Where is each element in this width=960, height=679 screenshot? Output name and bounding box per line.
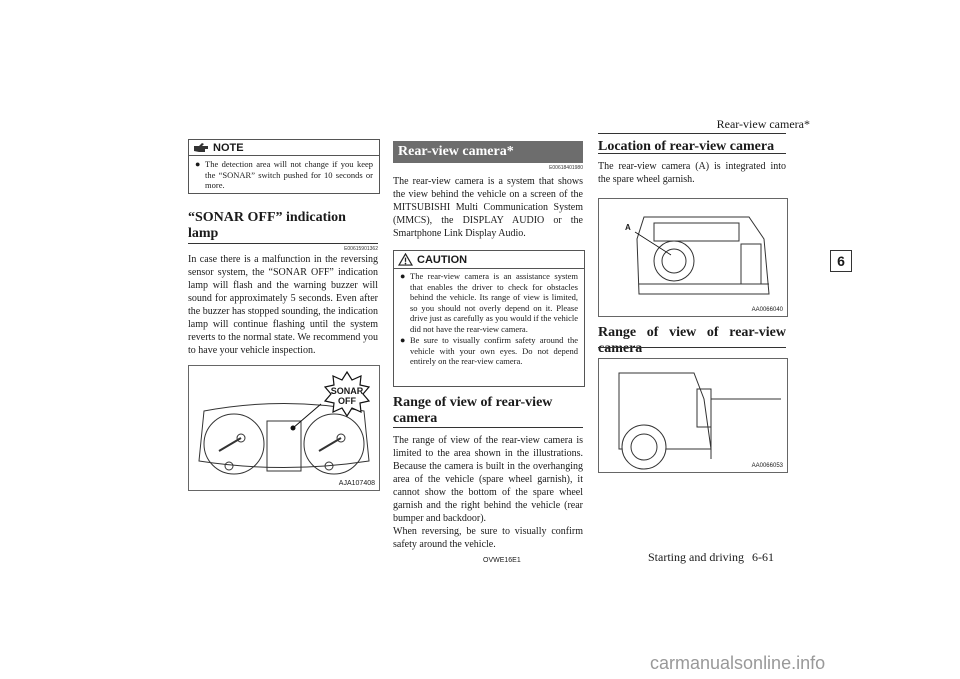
sonar-body-text: In case there is a malfunction in the reversing sensor system, the “SONAR OFF” indication lamp will flash and the warning buzzer will sound for approximately 5 seconds. Even after the buzzer has stopped sounding, the indication lamp will continue flashing until the system reverts to the normal state. We recommend you to have your vehicle inspection. <box>188 254 378 356</box>
caution-header <box>394 251 584 269</box>
note-label: NOTE <box>213 141 244 154</box>
caution-item <box>400 271 578 334</box>
range-view-illustration <box>598 358 788 473</box>
note-item <box>189 156 379 191</box>
camera-section-title: Rear-view camera* <box>393 141 583 163</box>
rear-vehicle-drawing <box>599 199 787 316</box>
location-section-title: Location of rear-view camera <box>598 139 775 154</box>
range-right-title: Range of view of rear-view camera <box>598 325 786 356</box>
range-view-drawing <box>599 359 787 472</box>
camera-body-text: The rear-view camera is a system that shows the view behind the vehicle on a screen of the MITSUBISHI Multi Communication System (MMCS), the DISPLAY AUDIO or the Smartphone Link Display Audio. <box>393 176 583 239</box>
note-box <box>188 139 380 194</box>
camera-section-code: E00618401980 <box>549 165 583 171</box>
running-header: Rear-view camera* <box>716 117 810 131</box>
sonar-title-rule <box>188 243 378 244</box>
caution-text-1: The rear-view camera is an assistance system that enables the driver to check for obstacles behind the vehicle. Its range of view is limited, so you should not overly depend on it. Please drive just as carefully as you would if the vehicle did not have the rear-view camera. <box>410 271 578 334</box>
location-body-text: The rear-view camera (A) is integrated into the spare wheel garnish. <box>598 161 786 185</box>
rear-vehicle-illustration <box>598 198 788 317</box>
sonar-badge-bottom: OFF <box>338 396 356 406</box>
range-body-paragraph-1: The range of view of the rear-view camera is limited to the area shown in the illustrations. Because the camera is built in the overhanging area of the vehicle (spare wheel garnish), it cannot show the bottom of the spare wheel garnish and the right behind the vehicle (rear bumper and backdoor). <box>393 435 583 524</box>
bullet-icon: ● <box>195 159 201 169</box>
sonar-section-title: “SONAR OFF” indication lamp <box>188 210 346 241</box>
range-section-title: Range of view of rear-view camera <box>393 395 553 426</box>
bullet-icon: ● <box>400 271 406 281</box>
note-hand-icon <box>193 142 209 154</box>
cluster-drawing <box>189 366 379 490</box>
sonar-image-code: AJA107408 <box>338 480 375 487</box>
range-body-text <box>393 434 583 551</box>
footer-code: OVWE16E1 <box>483 557 521 564</box>
bullet-icon: ● <box>400 335 406 345</box>
range-right-rule <box>598 347 786 348</box>
note-header <box>189 140 379 156</box>
range-title-rule <box>393 427 583 428</box>
caution-item <box>400 335 578 367</box>
caution-box <box>393 250 585 387</box>
location-image-code: AA0066040 <box>751 307 783 313</box>
chapter-tab: 6 <box>830 250 852 272</box>
sonar-section-code: E00615901362 <box>344 246 378 252</box>
range-image-code: AA0066053 <box>751 463 783 469</box>
instrument-cluster-illustration <box>188 365 380 491</box>
sonar-badge-top: SONAR <box>330 386 364 396</box>
header-rule <box>598 133 786 134</box>
location-title-rule <box>598 153 786 154</box>
caution-items <box>394 269 584 367</box>
footer-section-name: Starting and driving <box>648 550 744 564</box>
watermark: carmanualsonline.info <box>650 653 826 673</box>
caution-text-2: Be sure to visually confirm safety around the vehicle with your own eyes. Do not depend entirely on the rear-view camera. <box>410 335 578 366</box>
footer-page-number: 6-61 <box>752 550 774 564</box>
camera-callout-label: A <box>625 223 631 232</box>
caution-label: CAUTION <box>417 253 468 266</box>
range-body-paragraph-2: When reversing, be sure to visually confirm safety around the vehicle. <box>393 526 583 550</box>
note-text: The detection area will not change if you keep the “SONAR” switch pushed for 10 seconds or more. <box>205 159 373 190</box>
warning-triangle-icon <box>398 253 413 266</box>
